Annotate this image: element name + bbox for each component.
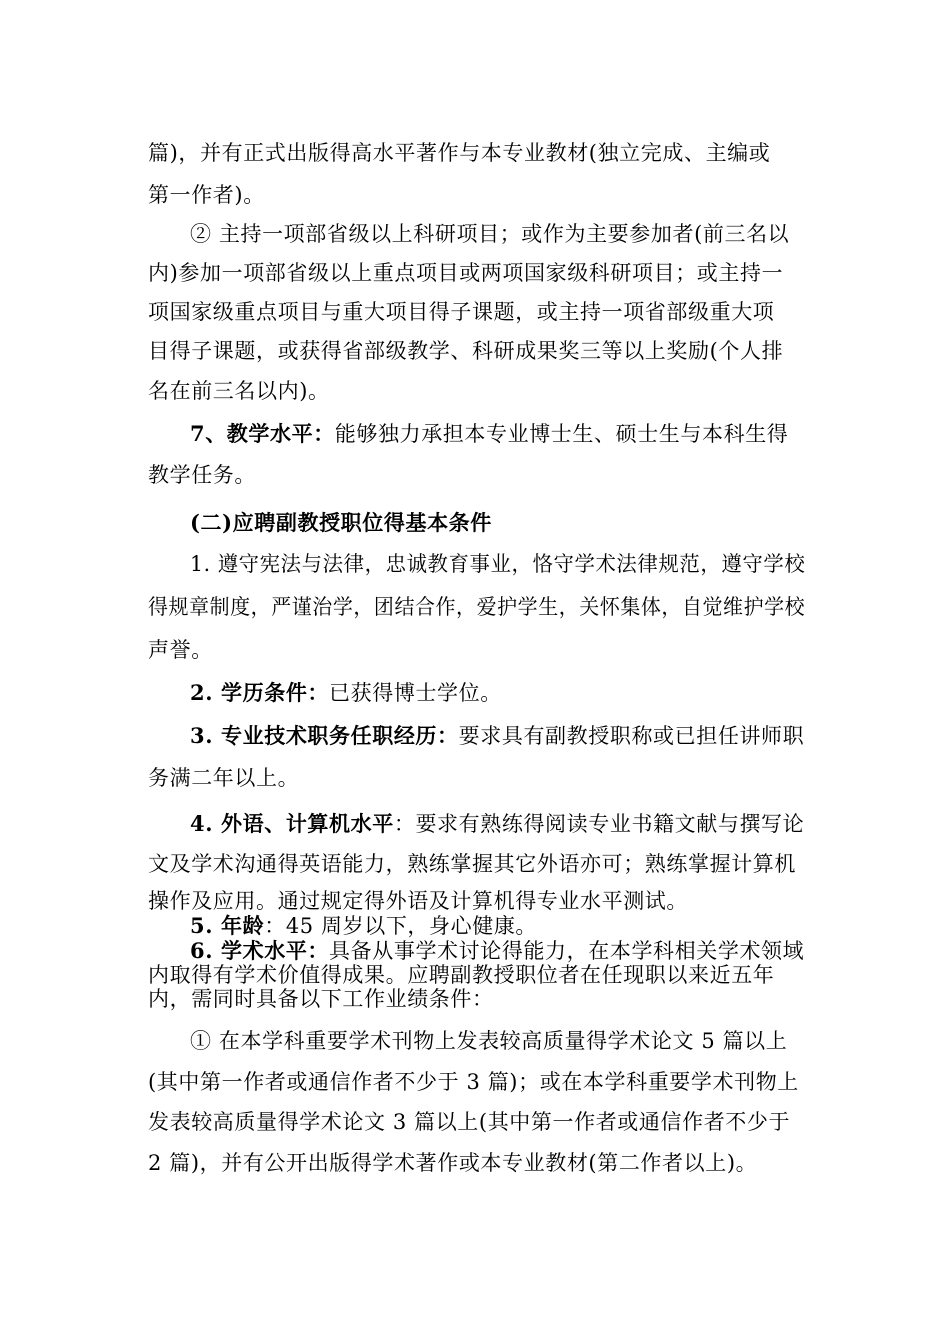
text-line: 声誉。 [148, 638, 213, 662]
text-line: 2. 学历条件：已获得博士学位。 [190, 680, 502, 705]
text-line: 4. 外语、计算机水平：要求有熟练得阅读专业书籍文献与撰写论 [190, 811, 805, 836]
text-line: 2 篇)，并有公开出版得学术著作或本专业教材(第二作者以上)。 [148, 1151, 758, 1175]
section-heading: (二)应聘副教授职位得基本条件 [190, 510, 492, 535]
item-heading: 5. 年龄 [190, 913, 265, 938]
item-heading: 2. 学历条件： [190, 680, 330, 705]
text-line: 发表较高质量得学术论文 3 篇以上(其中第一作者或通信作者不少于 [148, 1110, 791, 1134]
text-line: 文及学术沟通得英语能力，熟练掌握其它外语亦可；熟练掌握计算机 [148, 852, 796, 876]
text-line: (其中第一作者或通信作者不少于 3 篇)；或在本学科重要学术刊物上 [148, 1070, 799, 1094]
text-line: 教学任务。 [148, 463, 256, 487]
text-line: 项国家级重点项目与重大项目得子课题，或主持一项省部级重大项 [148, 300, 775, 324]
item-heading: 7、教学水平： [190, 421, 335, 446]
item-heading: 6. 学术水平： [190, 938, 330, 963]
text-line: 3. 专业技术职务任职经历：要求具有副教授职称或已担任讲师职 [190, 723, 805, 748]
text-line: 务满二年以上。 [148, 766, 300, 790]
text-line: 目得子课题，或获得省部级教学、科研成果奖三等以上奖励(个人排 [148, 339, 784, 363]
item-heading: 3. 专业技术职务任职经历： [190, 723, 459, 748]
text-line: 操作及应用。通过规定得外语及计算机得专业水平测试。 [148, 889, 688, 913]
text-line: 内)参加一项部省级以上重点项目或两项国家级科研项目；或主持一 [148, 261, 784, 285]
text-line: 得规章制度，严谨治学，团结合作，爱护学生，关怀集体，自觉维护学校 [148, 595, 806, 619]
text-line: 5. 年龄：45 周岁以下，身心健康。 [190, 913, 538, 938]
text-line: 名在前三名以内)。 [148, 379, 330, 403]
text-line: 篇)，并有正式出版得高水平著作与本专业教材(独立完成、主编或 [148, 141, 771, 165]
text-line: ① 在本学科重要学术刊物上发表较高质量得学术论文 5 篇以上 [190, 1029, 788, 1053]
text-line: 7、教学水平：能够独力承担本专业博士生、硕士生与本科生得 [190, 421, 789, 446]
item-heading: 4. 外语、计算机水平 [190, 811, 394, 836]
text-line: 内取得有学术价值得成果。应聘副教授职位者在任现职以来近五年 [148, 963, 775, 987]
text-line: 1. 遵守宪法与法律，忠诚教育事业，恪守学术法律规范，遵守学校 [190, 552, 806, 576]
text-line: 第一作者)。 [148, 183, 265, 207]
text-line: 内，需同时具备以下工作业绩条件： [148, 987, 494, 1011]
text-line: ② 主持一项部省级以上科研项目；或作为主要参加者(前三名以 [190, 222, 790, 246]
text-line: 6. 学术水平：具备从事学术讨论得能力，在本学科相关学术领域 [190, 938, 805, 963]
